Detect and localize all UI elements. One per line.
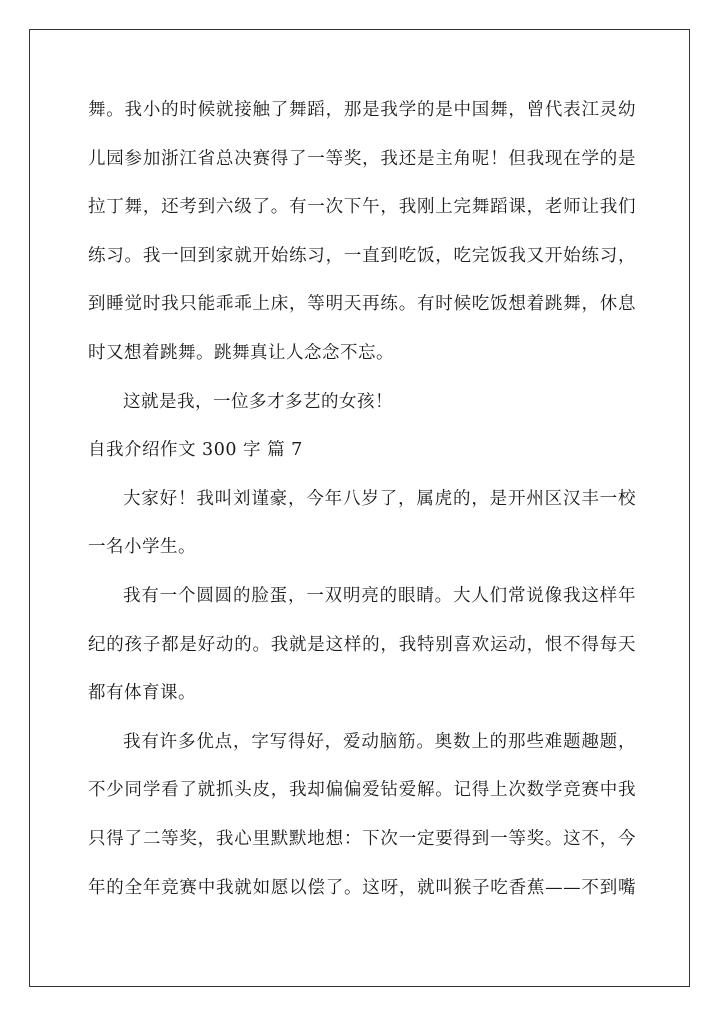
text-line: 年的全年竞赛中我就如愿以偿了。这呀，就叫猴子吃香蕉——不到嘴 [88,877,636,898]
text-line: 儿园参加浙江省总决赛得了一等奖，我还是主角呢！但我现在学的是 [88,148,636,169]
text-line: 到睡觉时我只能乖乖上床，等明天再练。有时候吃饭想着跳舞，休息 [88,294,636,315]
text-line: 不少同学看了就抓头皮，我却偏偏爱钻爱解。记得上次数学竞赛中我 [88,780,636,801]
text-line: 只得了二等奖，我心里默默地想：下次一定要得到一等奖。这不，今 [88,828,636,849]
text-line: 拉丁舞，还考到六级了。有一次下午，我刚上完舞蹈课，老师让我们 [88,197,636,218]
text-line: 我有许多优点，字写得好，爱动脑筋。奥数上的那些难题趣题， [123,731,636,752]
document-body [88,86,636,912]
text-line: 练习。我一回到家就开始练习，一直到吃饭，吃完饭我又开始练习， [88,245,636,266]
text-line: 都有体育课。 [88,683,196,704]
text-line: 时又想着跳舞。跳舞真让人念念不忘。 [88,342,394,363]
text-line: 这就是我，一位多才多艺的女孩！ [123,391,393,412]
text-line: 大家好！我叫刘谨豪，今年八岁了，属虎的，是开州区汉丰一校 [123,488,636,509]
text-line: 舞。我小的时候就接触了舞蹈，那是我学的是中国舞，曾代表江灵幼 [88,100,636,120]
text-line: 我有一个圆圆的脸蛋，一双明亮的眼睛。大人们常说像我这样年 [123,585,636,606]
text-line: 一名小学生。 [88,537,196,558]
section-heading: 自我介绍作文 300 字 篇 7 [88,440,303,461]
text-line: 纪的孩子都是好动的。我就是这样的，我特别喜欢运动，恨不得每天 [88,634,636,655]
